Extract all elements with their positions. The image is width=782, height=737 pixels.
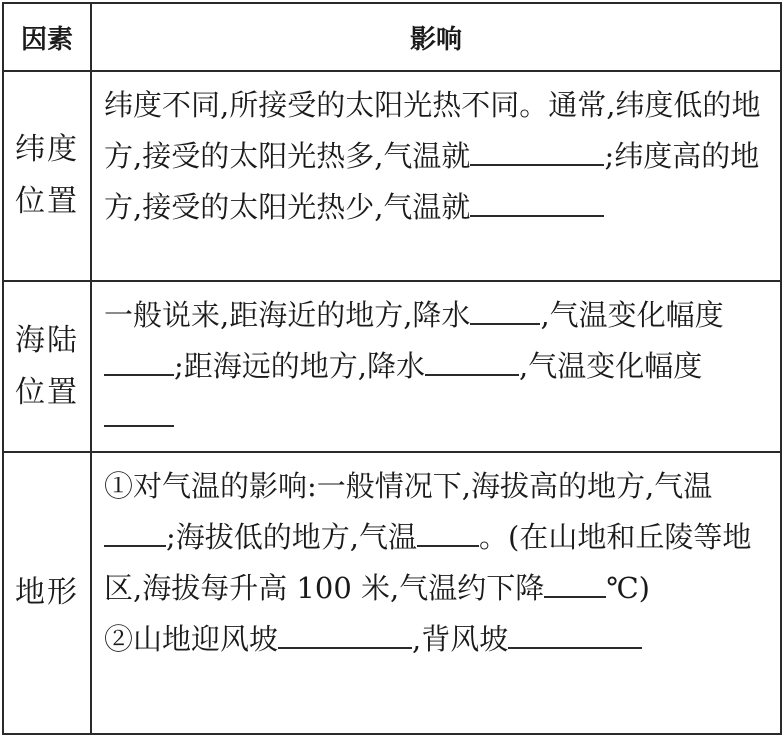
table-header-row [3,3,781,71]
answer-blank[interactable] [278,623,412,649]
table-row-latitude [3,71,781,281]
factor-influence-table [2,2,782,735]
sea-land-text-1: 一般说来,距海近的地方,降水 [104,298,471,332]
factor-latitude-line2: 位置 [15,184,79,219]
answer-blank[interactable] [470,299,540,325]
answer-blank[interactable] [104,401,174,427]
latitude-text-1: 纬度不同,所接受的太阳光热不同。通常,纬度低的地方,接受的太阳光热多,气温就 [104,88,761,173]
table-row-terrain [3,452,781,734]
factor-cell-terrain [3,452,91,734]
factor-cell-sea-land [3,281,91,452]
terrain-text-1: ①对气温的影响:一般情况下,海拔高的地方,气温 [104,469,713,503]
factor-cell-latitude [3,71,91,281]
factor-sea-land-line2: 位置 [15,374,79,410]
answer-blank[interactable] [417,521,479,547]
content-cell-sea-land [91,281,781,452]
latitude-text-2: ;纬度高的地方,接受的太阳光热少,气温就 [104,139,760,224]
content-cell-terrain [91,452,781,734]
sea-land-text-2: ,气温变化幅度 [540,298,724,332]
header-factor: 因素 [3,3,91,71]
factor-sea-land-line1: 海陆 [15,322,79,358]
terrain-text-6: ,背风坡 [412,622,509,656]
answer-blank[interactable] [470,140,604,166]
content-cell-latitude [91,71,781,281]
terrain-text-2: ;海拔低的地方,气温 [166,520,417,554]
answer-blank[interactable] [544,572,606,598]
factor-latitude-line1: 纬度 [15,132,79,167]
table-row-sea-land [3,281,781,452]
terrain-text-5: ②山地迎风坡 [104,622,279,656]
terrain-text-4: ℃) [606,571,650,605]
sea-land-text-3: ;距海远的地方,降水 [174,349,425,383]
answer-blank[interactable] [425,350,519,376]
header-influence: 影响 [91,3,781,71]
answer-blank[interactable] [104,350,174,376]
terrain-text-3: 。(在山地和丘陵等地区,海拔每升高 100 米,气温约下降 [104,520,752,605]
answer-blank[interactable] [470,191,604,217]
answer-blank[interactable] [508,623,642,649]
answer-blank[interactable] [104,521,166,547]
sea-land-text-4: ,气温变化幅度 [519,349,703,383]
factor-table-frame [2,2,780,735]
factor-terrain: 地形 [15,575,79,610]
